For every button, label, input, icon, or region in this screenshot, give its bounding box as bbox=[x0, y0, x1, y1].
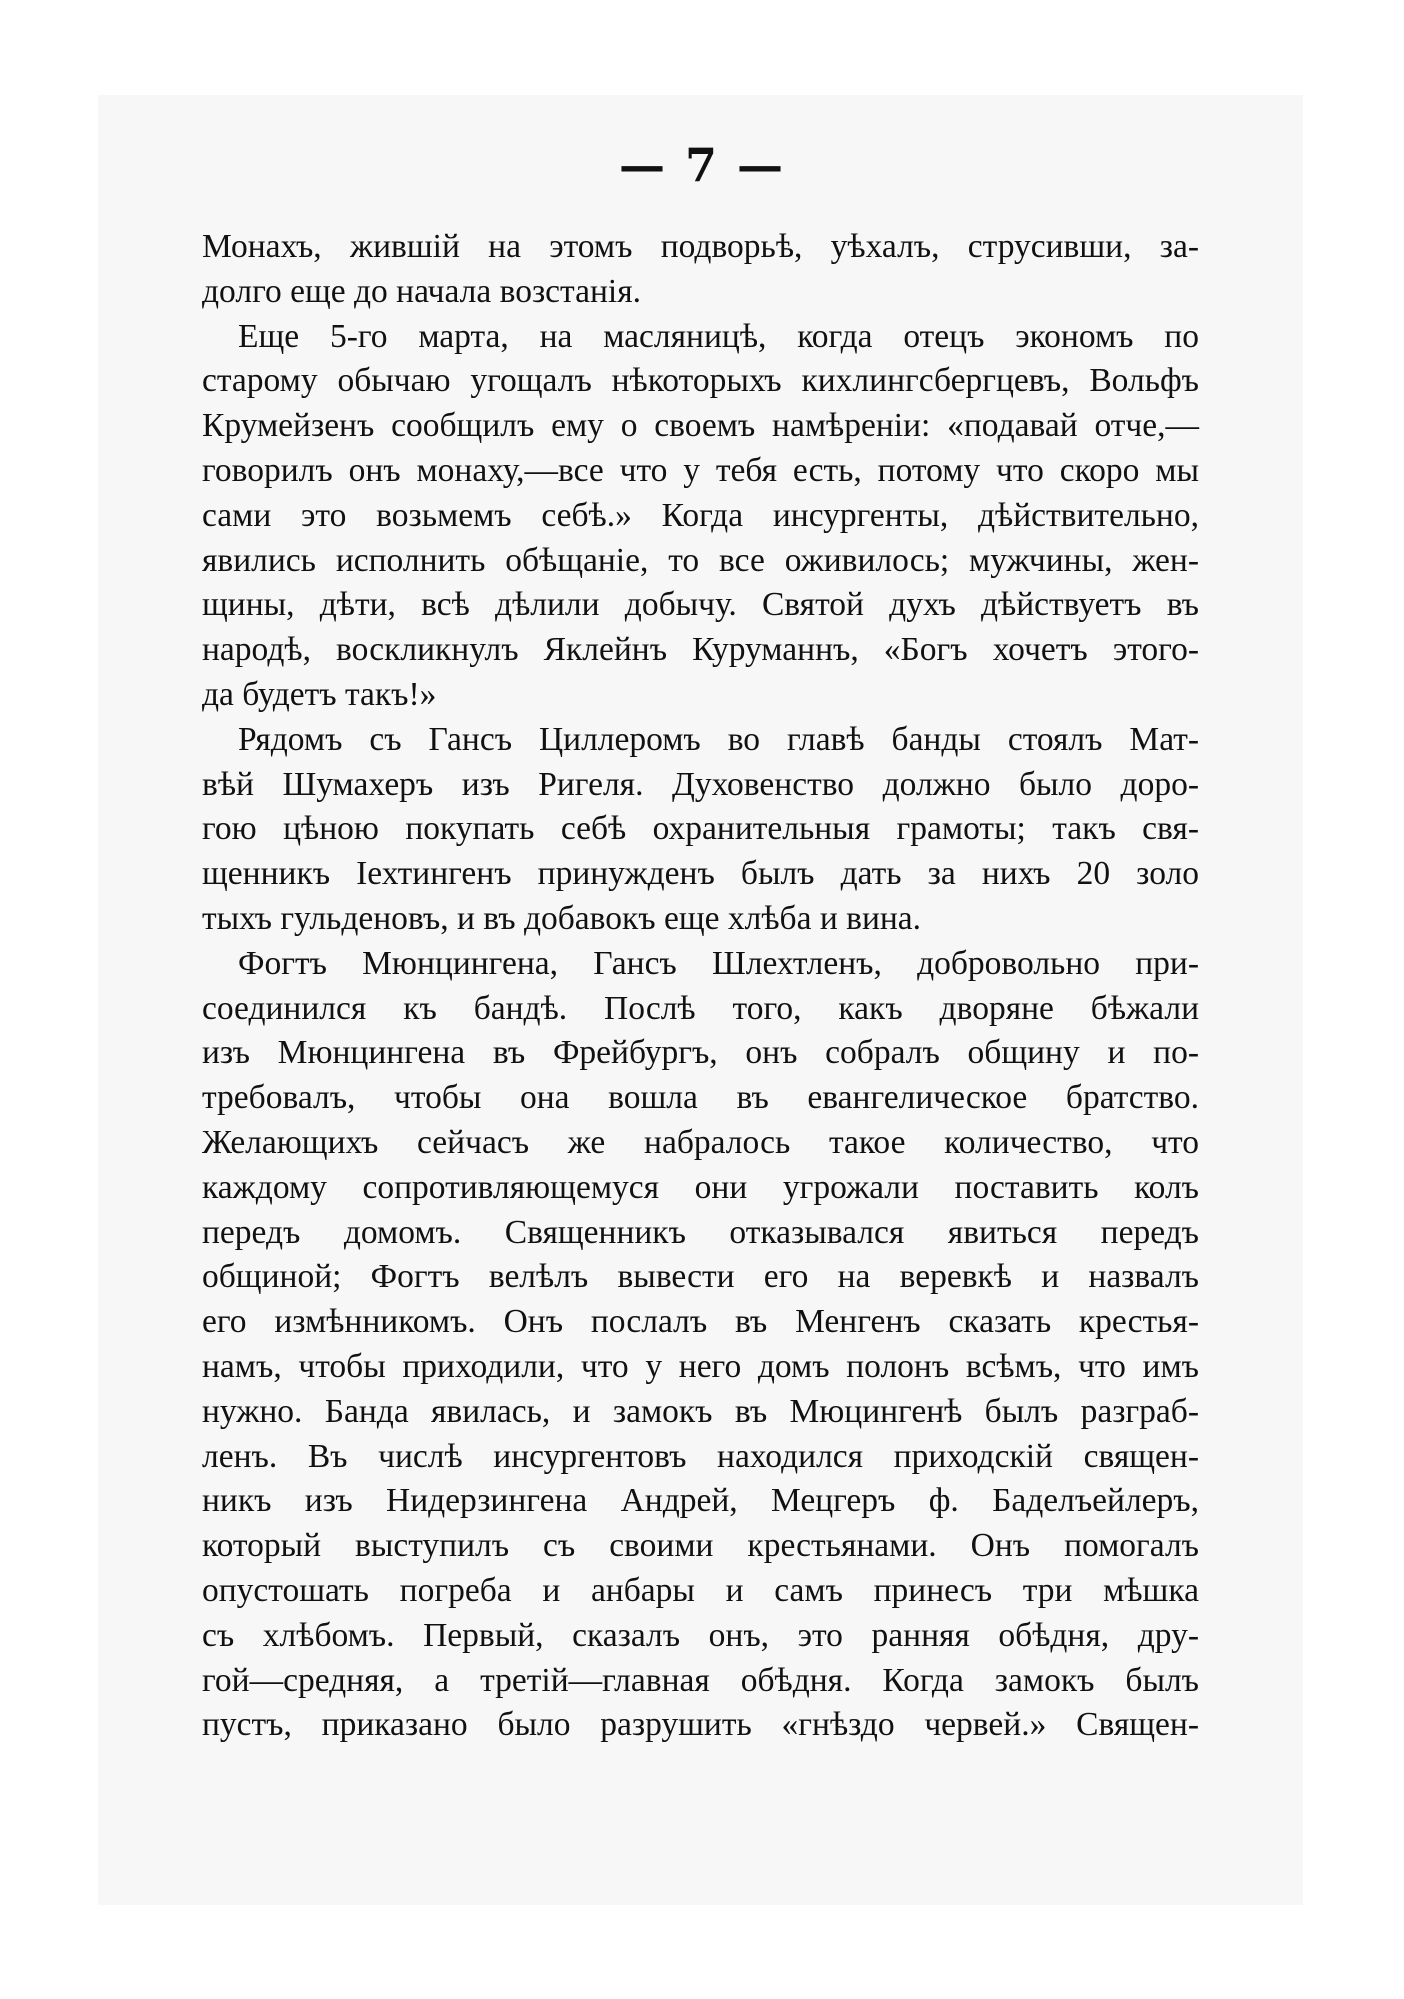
text-line: передъ домомъ. Священникъ отказывался явиться передъ bbox=[202, 1213, 1199, 1251]
text-line: никъ изъ Нидерзингена Андрей, Мецгеръ ф. Баделъейлеръ, bbox=[202, 1482, 1199, 1520]
body-text bbox=[202, 225, 1199, 1748]
text-line: опустошать погреба и анбары и самъ принесъ три мѣшка bbox=[202, 1571, 1199, 1609]
text-line: изъ Мюнцингена въ Фрейбургъ, онъ собралъ общину и по- bbox=[202, 1034, 1199, 1072]
text-line: щенникъ Iехтингенъ принужденъ былъ дать за нихъ 20 золо bbox=[202, 855, 1199, 893]
text-line: съ хлѣбомъ. Первый, сказалъ онъ, это ранняя обѣдня, дру- bbox=[202, 1616, 1199, 1654]
text-line: требовалъ, чтобы она вошла въ евангелическое братство. bbox=[202, 1079, 1199, 1117]
paragraph-start-line: Фогтъ Мюнцингена, Гансъ Шлехтленъ, добровольно при- bbox=[238, 944, 1199, 982]
text-line: намъ, чтобы приходили, что у него домъ полонъ всѣмъ, что имъ bbox=[202, 1347, 1199, 1385]
text-line: долго еще до начала возстанія. bbox=[202, 272, 641, 310]
text-line: который выступилъ съ своими крестьянами. Онъ помогалъ bbox=[202, 1527, 1199, 1565]
text-line: гою цѣною покупать себѣ охранительныя грамоты; такъ свя- bbox=[202, 810, 1199, 848]
text-line: явились исполнить обѣщаніе, то все оживилось; мужчины, жен- bbox=[202, 541, 1199, 579]
paragraph-start-line: Еще 5-го марта, на масляницѣ, когда отецъ экономъ по bbox=[238, 317, 1199, 355]
text-line: народѣ, воскликнулъ Яклейнъ Куруманнъ, «Богъ хочетъ этого- bbox=[202, 631, 1199, 669]
text-line: сами это возьмемъ себѣ.» Когда инсургенты, дѣйствительно, bbox=[202, 496, 1199, 534]
text-line: старому обычаю угощалъ нѣкоторыхъ кихлингсбергцевъ, Вольфъ bbox=[202, 362, 1199, 400]
text-line: да будетъ такъ!» bbox=[202, 675, 437, 713]
text-line: гой—средняя, а третій—главная обѣдня. Когда замокъ былъ bbox=[202, 1661, 1199, 1699]
text-line: Крумейзенъ сообщилъ ему о своемъ намѣреніи: «подавай отче,— bbox=[202, 407, 1199, 445]
text-line: Монахъ, жившій на этомъ подворьѣ, уѣхалъ, струсивши, за- bbox=[202, 228, 1199, 265]
text-line: ленъ. Въ числѣ инсургентовъ находился приходскій свящeн- bbox=[202, 1437, 1199, 1475]
text-line: Желающихъ сейчасъ же набралось такое количество, что bbox=[202, 1123, 1199, 1161]
text-line: его измѣнникомъ. Онъ послалъ въ Менгенъ сказать крестья- bbox=[202, 1303, 1199, 1341]
text-line: тыхъ гульденовъ, и въ добавокъ еще хлѣба и вина. bbox=[202, 899, 922, 937]
text-line: пустъ, приказано было разрушить «гнѣздо червей.» Священ- bbox=[202, 1706, 1199, 1744]
text-line: говорилъ онъ монаху,—все что у тебя есть, потому что скоро мы bbox=[202, 451, 1199, 489]
paragraph-start-line: Рядомъ съ Гансъ Циллеромъ во главѣ банды стоялъ Мат- bbox=[238, 720, 1199, 758]
text-line: вѣй Шумахеръ изъ Ригеля. Духовенство должно было дoро- bbox=[202, 765, 1199, 803]
text-line: соединился къ бандѣ. Послѣ того, какъ дворяне бѣжали bbox=[202, 989, 1199, 1027]
text-line: общиной; Фогтъ велѣлъ вывести его на веревкѣ и назвалъ bbox=[202, 1258, 1199, 1296]
text-line: каждому сопротивляющемуся они угрожали поставить колъ bbox=[202, 1168, 1199, 1206]
text-line: щины, дѣти, всѣ дѣлили добычу. Святой духъ дѣйствуетъ въ bbox=[202, 586, 1199, 624]
page-number: — 7 — bbox=[618, 138, 786, 192]
text-line: нужно. Банда явилась, и замокъ въ Мюцингенѣ былъ разграб- bbox=[202, 1392, 1199, 1430]
